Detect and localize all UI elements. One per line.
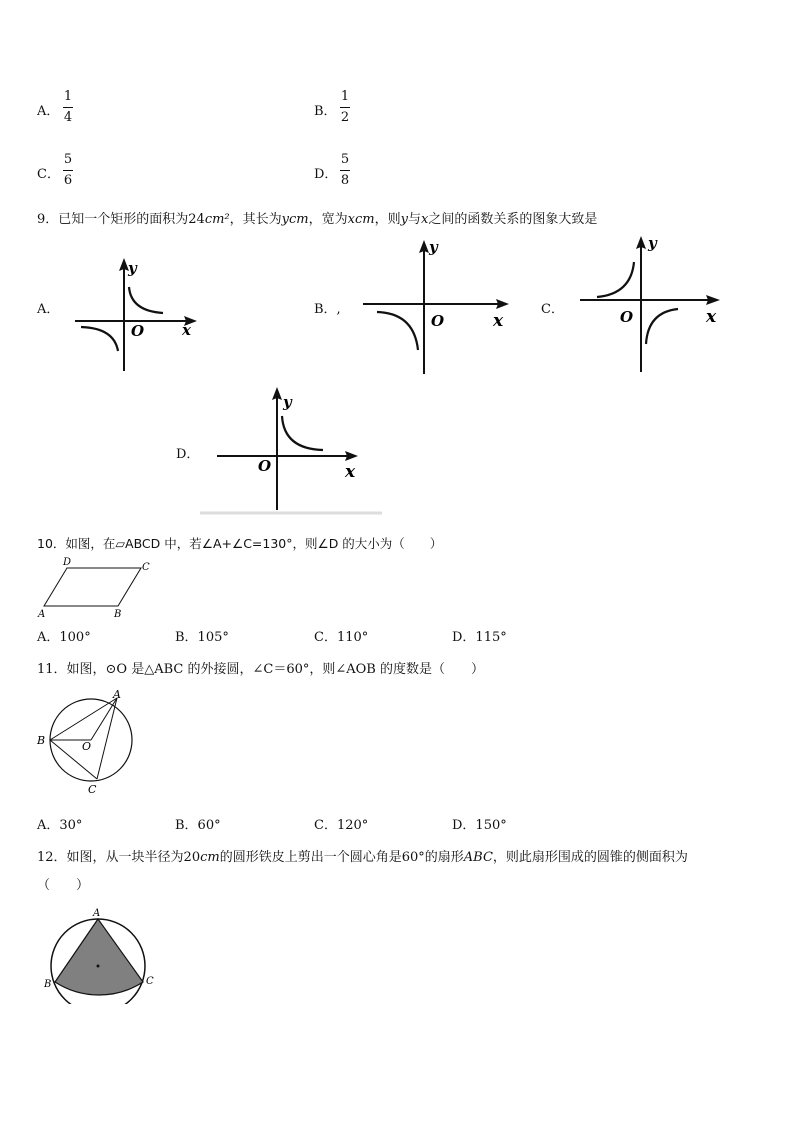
curve-quadrant-3	[377, 312, 418, 350]
q9-text-5: 与	[407, 212, 421, 227]
vertex-b-label: B	[44, 979, 52, 990]
q11-circle-figure	[34, 686, 144, 798]
denominator: 8	[340, 173, 350, 188]
side-ab	[50, 698, 117, 740]
q9-text-2: ，其长为	[229, 212, 282, 227]
y-axis-label: y	[283, 393, 292, 411]
q9-option-d-label: D．	[176, 447, 200, 462]
q12-angle-value: 60°	[401, 850, 425, 865]
denominator: 4	[63, 110, 73, 125]
q11-option-c: C．120°	[314, 818, 369, 833]
q9-area-unit: cm²	[204, 212, 230, 227]
origin-label: O	[258, 457, 272, 475]
q8-option-b-fraction	[340, 89, 350, 126]
q8-option-d-fraction	[340, 152, 350, 189]
x-axis-label: x	[345, 462, 356, 482]
q9-text-4: ，则	[374, 212, 401, 227]
vertex-d-label: D	[63, 557, 72, 568]
q12-text-3: 的扇形	[424, 850, 464, 865]
curve-quadrant-1	[282, 416, 323, 450]
vertex-c-label: C	[142, 562, 150, 573]
vertex-b-label: B	[114, 609, 122, 620]
vertex-a-label: A	[113, 688, 121, 701]
q9-graph-d	[200, 383, 385, 515]
numerator: 5	[340, 152, 350, 167]
q9-option-b-label: B．,	[314, 302, 341, 317]
q12-text-4: ，则此扇形围成的圆锥的侧面积为	[492, 850, 688, 865]
q8-option-a-fraction	[63, 89, 73, 126]
q9-width: xcm	[347, 212, 375, 227]
curve-quadrant-1	[129, 287, 163, 313]
curve-quadrant-3	[81, 327, 118, 351]
q11-option-d: D．150°	[452, 818, 507, 833]
q9-graph-b	[360, 236, 515, 376]
origin-label: O	[131, 322, 145, 340]
q9-stem	[37, 208, 597, 227]
q9-area-value: 24	[188, 212, 205, 227]
vertex-a-label: A	[38, 609, 46, 620]
origin-label: O	[620, 308, 634, 326]
center-o-label: O	[82, 740, 92, 753]
q11-option-b: B．60°	[175, 818, 221, 833]
q9-option-a-label: A．	[37, 302, 60, 317]
vertex-c-label: C	[88, 783, 97, 796]
y-axis-label: y	[429, 238, 438, 256]
q10-stem: 10．如图，在▱ABCD 中，若∠A+∠C=130°，则∠D 的大小为（ ）	[37, 536, 443, 551]
denominator: 2	[340, 110, 350, 125]
q12-unit: cm	[200, 850, 220, 865]
q11-option-a: A．30°	[37, 818, 83, 833]
q11-stem: 11．如图，⊙O 是△ABC 的外接圆，∠C＝60°，则∠AOB 的度数是（ ）	[37, 662, 484, 677]
x-axis-label: x	[182, 321, 191, 339]
q12-sector-name: ABC	[463, 850, 493, 865]
y-axis-label: y	[648, 234, 657, 252]
q8-option-c-fraction	[63, 152, 73, 189]
q9-text-6: 之间的函数关系的图象大致是	[428, 212, 598, 227]
origin-label: O	[431, 312, 445, 330]
q9-option-c-label: C．	[541, 302, 564, 317]
numerator: 1	[63, 89, 73, 104]
numerator: 5	[63, 152, 73, 167]
q8-option-a-label: A．	[37, 104, 60, 119]
y-axis-label: y	[128, 259, 137, 277]
q12-radius-value: 20	[183, 850, 201, 865]
q8-option-d-label: D．	[314, 167, 338, 182]
q9-graph-c	[578, 232, 728, 377]
x-axis-label: x	[493, 311, 504, 331]
side-ac	[97, 698, 117, 779]
q8-option-b-label: B．	[314, 104, 337, 119]
parallelogram	[44, 568, 141, 606]
vertex-b-label: B	[37, 734, 46, 747]
radius-oa	[91, 698, 117, 740]
numerator: 1	[340, 89, 350, 104]
q12-text-1: 12．如图，从一块半径为	[37, 850, 184, 865]
q10-option-a: A．100°	[37, 630, 91, 645]
q12-answer-paren: （ ）	[37, 878, 90, 893]
q9-text-3: ，宽为	[308, 212, 348, 227]
q10-option-c: C．110°	[314, 630, 369, 645]
vertex-a-label: A	[93, 908, 101, 919]
q8-option-c-label: C．	[37, 167, 60, 182]
x-axis-label: x	[706, 307, 717, 327]
center-point	[97, 965, 100, 968]
q10-option-d: D．115°	[452, 630, 507, 645]
q12-sector-figure	[42, 904, 162, 1004]
q9-var-x: x	[420, 212, 429, 227]
curve-quadrant-4	[646, 309, 678, 344]
q10-parallelogram-figure	[36, 556, 156, 620]
q9-graph-a	[72, 255, 202, 375]
q10-option-b: B．105°	[175, 630, 229, 645]
q12-stem	[37, 846, 688, 865]
q9-length: ycm	[281, 212, 309, 227]
denominator: 6	[63, 173, 73, 188]
vertex-c-label: C	[146, 976, 154, 987]
x-arrow-icon	[706, 295, 720, 305]
q9-var-y: y	[400, 212, 408, 227]
curve-quadrant-2	[597, 262, 634, 297]
q12-text-2: 的圆形铁皮上剪出一个圆心角是	[219, 850, 402, 865]
q9-text-1: 9．已知一个矩形的面积为	[37, 212, 189, 227]
